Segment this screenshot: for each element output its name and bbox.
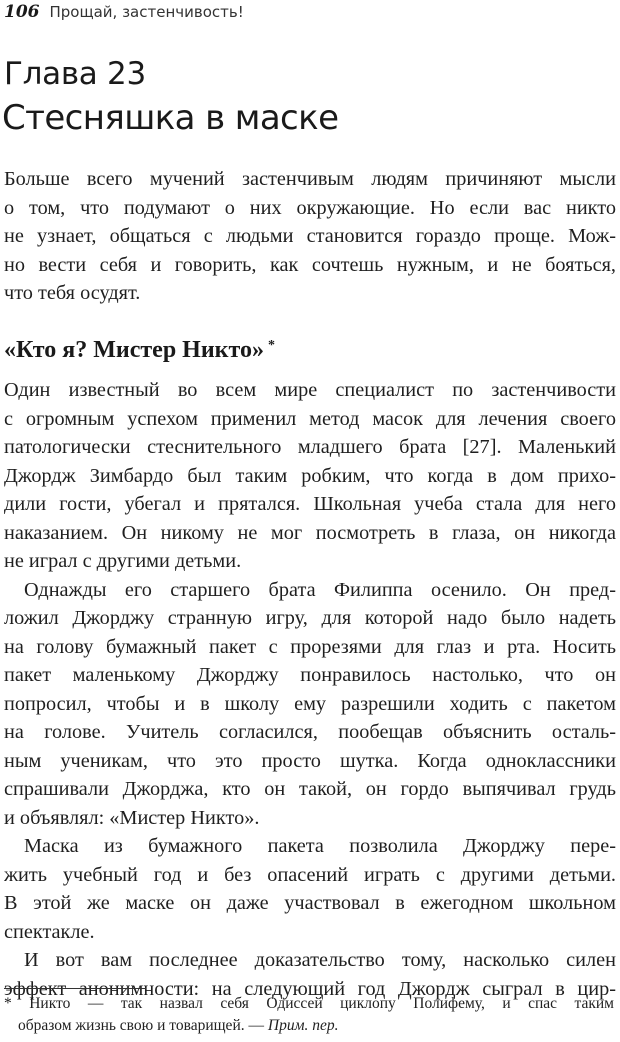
text-line: что тебя осудят. (4, 282, 141, 304)
text-line: о том, что подумают о них окружающие. Но если вас никто (4, 196, 616, 219)
text-line: Один известный во всем мире специалист по застенчивости (4, 379, 616, 401)
text-line: не узнает, общаться с людьми становится гораздо проще. Мож- (4, 225, 616, 247)
text-line: И вот вам последнее доказательство тому, насколько силен (24, 949, 616, 971)
text-line: ложил Джорджу странную игру, для которой надо было надеть (4, 607, 616, 629)
text-line: пакет маленькому Джорджу понравилось настолько, что он (4, 664, 616, 686)
chapter-title: Стесняшка в маске (2, 98, 339, 138)
footnote (4, 993, 614, 1037)
footnote-marker: * (267, 338, 275, 353)
text-line: Маска из бумажного пакета позволила Джорджу пере- (24, 835, 616, 857)
intro-paragraph (4, 165, 616, 308)
footnote-line (4, 1015, 614, 1037)
text-line: и объявлял: «Мистер Никто». (4, 806, 260, 829)
page-number: 106 (4, 2, 40, 22)
text-line: Больше всего мучений застенчивым людям причиняют мысли (4, 168, 616, 190)
running-title: Прощай, застенчивость! (49, 3, 244, 21)
text-line: спектакле. (4, 920, 95, 943)
text-line: В этой же маске он даже участвовал в ежегодном школьном (4, 892, 616, 914)
text-line: Джордж Зимбардо был таким робким, что когда в дом прихо- (4, 464, 616, 487)
text-line: с огромным успехом применил метод масок для лечения своего (4, 407, 616, 430)
text-line: на голову бумажный пакет с прорезями для глаз и рта. Носить (4, 635, 616, 658)
footnote-line: * Никто — так назвал себя Одиссей циклопу Полифему, и спас таким (4, 995, 614, 1012)
footnote-divider (4, 988, 146, 989)
text-line: спрашивали Джорджа, кто он такой, он гордо выпячивал грудь (4, 778, 616, 800)
text-line: на голове. Учитель согласился, пообещав объяснить осталь- (4, 721, 616, 743)
text-line: наказанием. Он никому не мог посмотреть в глаза, он никогда (4, 521, 616, 544)
running-head (4, 2, 244, 26)
paragraph (4, 832, 616, 946)
text-line: попросил, чтобы и в школу ему разрешили ходить с пакетом (4, 692, 616, 715)
text-line: не играл с другими детьми. (4, 550, 242, 572)
text-line: жить учебный год и без опасений играть с другими детьми. (4, 863, 616, 886)
translator-note: Прим. пер. (267, 1017, 339, 1034)
footnote-text: образом жизнь свою и товарищей. — (18, 1017, 264, 1034)
text-line: но вести себя и говорить, как сочтешь нужным, и не бояться, (4, 253, 616, 276)
paragraph (4, 576, 616, 833)
text-line: эффект анонимности: на следующий год Джордж сыграл в цир- (4, 977, 616, 1000)
section-heading (4, 334, 275, 366)
section-heading-text: «Кто я? Мистер Никто» (4, 337, 264, 363)
text-line: патологически стеснительного младшего брата [27]. Маленький (4, 436, 616, 458)
chapter-label: Глава 23 (4, 56, 146, 92)
text-line: ным ученикам, что это просто шутка. Когда одноклассники (4, 749, 616, 772)
paragraph (4, 376, 616, 576)
text-line: дили гости, убегал и прятался. Школьная учеба стала для него (4, 493, 616, 515)
main-text (4, 376, 616, 1003)
text-line: Однажды его старшего брата Филиппа осенило. Он пред- (24, 578, 616, 601)
